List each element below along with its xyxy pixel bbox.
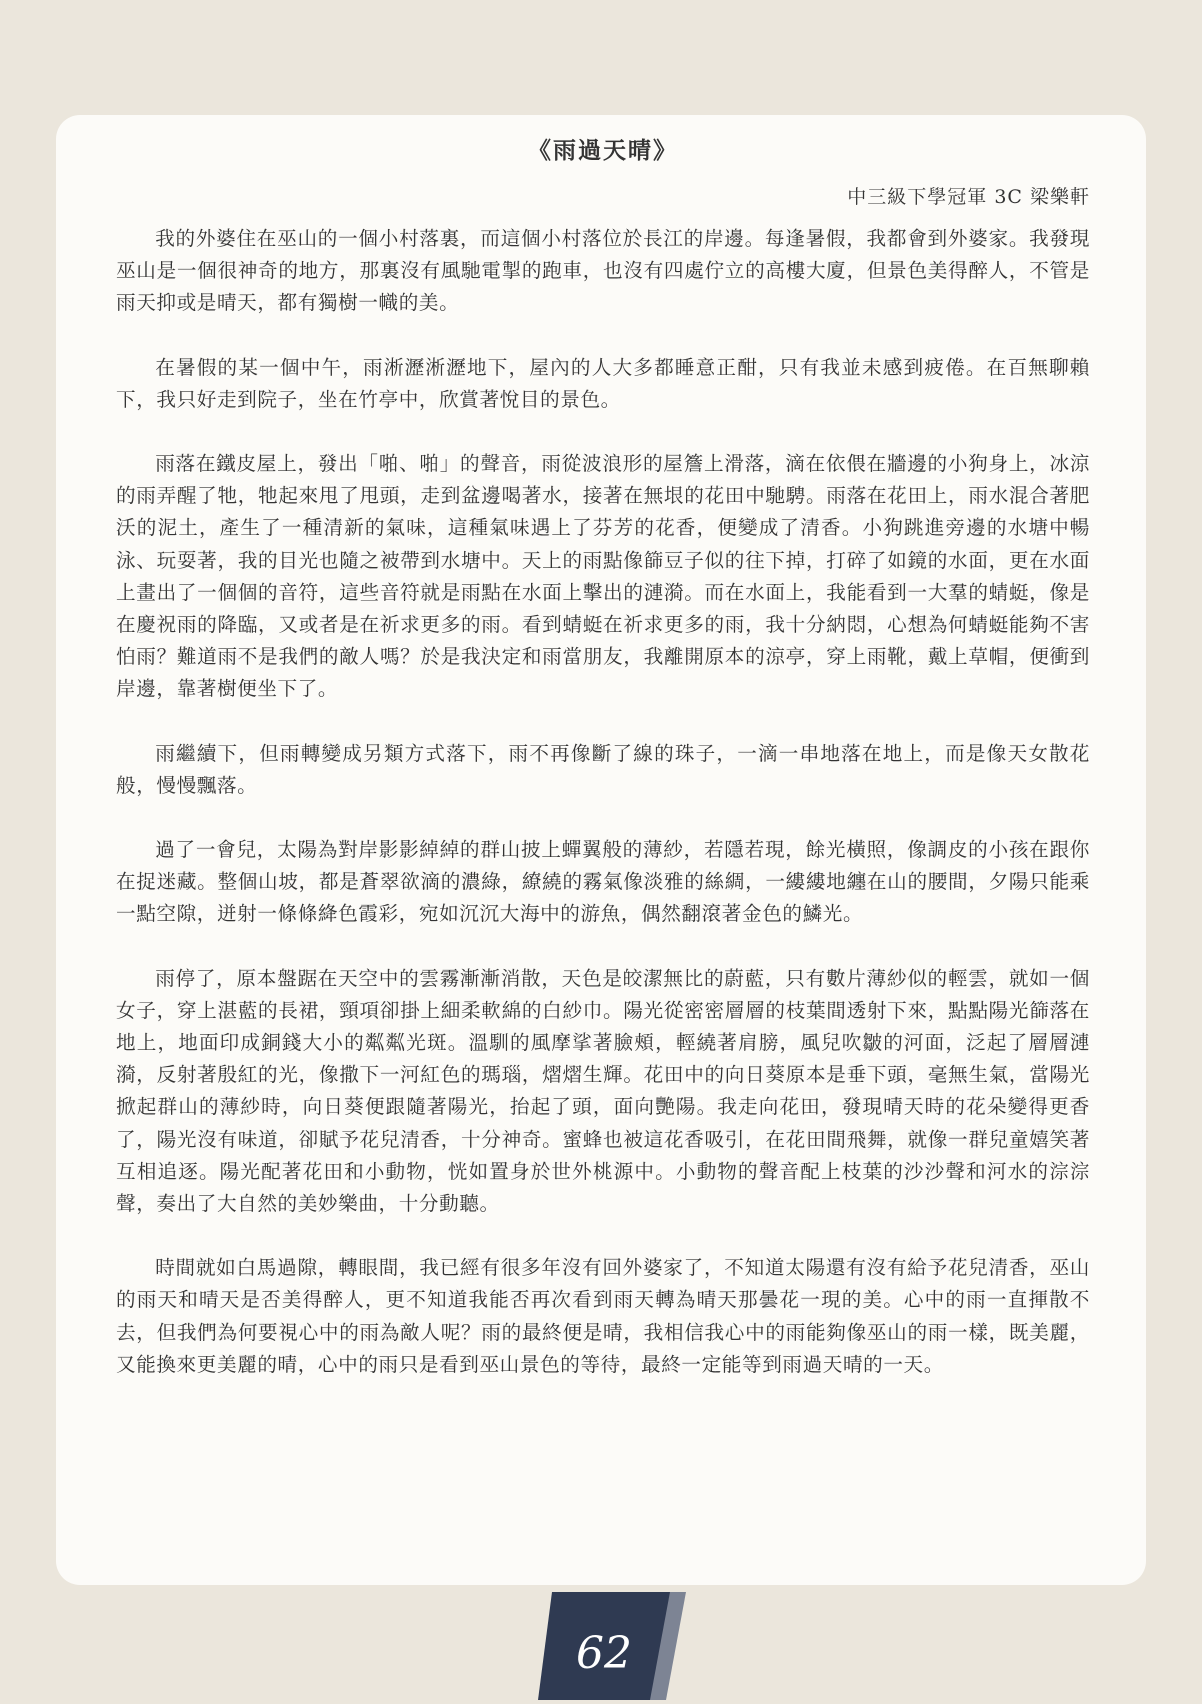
essay-card (56, 115, 1146, 1585)
paragraph-5: 過了一會兒，太陽為對岸影影綽綽的群山披上蟬翼般的薄紗，若隱若現，餘光橫照，像調皮的小孩在跟你在捉迷藏。整個山坡，都是蒼翠欲滴的濃綠，繚繞的霧氣像淡雅的絲綢，一縷縷地纏在山的腰間，夕陽只能乘一點空隙，迸射一條條絳色霞彩，宛如沉沉大海中的游魚，偶然翻滾著金色的鱗光。 (116, 838, 1090, 926)
essay-body (116, 223, 1090, 1381)
paragraph-6: 雨停了，原本盤踞在天空中的雲霧漸漸消散，天色是皎潔無比的蔚藍，只有數片薄紗似的輕雲，就如一個女子，穿上湛藍的長裙，頸項卻掛上細柔軟綿的白紗巾。陽光從密密層層的枝葉間透射下來，點點陽光篩落在地上，地面印成銅錢大小的粼粼光斑。溫馴的風摩挲著臉頰，輕繞著肩膀，風兒吹皺的河面，泛起了層層漣漪，反射著殷紅的光，像撒下一河紅色的瑪瑙，熠熠生輝。花田中的向日葵原本是垂下頭，毫無生氣，當陽光掀起群山的薄紗時，向日葵便跟隨著陽光，抬起了頭，面向艷陽。我走向花田，發現晴天時的花朵變得更香了，陽光沒有味道，卻賦予花兒清香，十分神奇。蜜蜂也被這花香吸引，在花田間飛舞，就像一群兒童嬉笑著互相追逐。陽光配著花田和小動物，恍如置身於世外桃源中。小動物的聲音配上枝葉的沙沙聲和河水的淙淙聲，奏出了大自然的美妙樂曲，十分動聽。 (116, 966, 1090, 1216)
paragraph-1: 我的外婆住在巫山的一個小村落裏，而這個小村落位於長江的岸邊。每逢暑假，我都會到外婆家。我發現巫山是一個很神奇的地方，那裏沒有風馳電掣的跑車，也沒有四處佇立的高樓大廈，但景色美得醉人，不管是雨天抑或是晴天，都有獨樹一幟的美。 (116, 227, 1090, 315)
page-number-badge (538, 1592, 692, 1700)
paragraph-2: 在暑假的某一個中午，雨淅瀝淅瀝地下，屋內的人大多都睡意正酣，只有我並未感到疲倦。在百無聊賴下，我只好走到院子，坐在竹亭中，欣賞著悅目的景色。 (116, 355, 1090, 411)
paragraph-7: 時間就如白馬過隙，轉眼間，我已經有很多年沒有回外婆家了，不知道太陽還有沒有給予花兒清香，巫山的雨天和晴天是否美得醉人，更不知道我能否再次看到雨天轉為晴天那曇花一現的美。心中的雨一直揮散不去，但我們為何要視心中的雨為敵人呢？雨的最終便是晴，我相信我心中的雨能夠像巫山的雨一樣，既美麗，又能換來更美麗的晴，心中的雨只是看到巫山景色的等待，最終一定能等到雨過天晴的一天。 (116, 1256, 1090, 1376)
essay-title: 《雨過天晴》 (528, 137, 678, 164)
page-number-tab (538, 1592, 692, 1700)
page-number: 62 (576, 1628, 632, 1679)
paragraph-4: 雨繼續下，但雨轉變成另類方式落下，雨不再像斷了線的珠子，一滴一串地落在地上，而是像天女散花般，慢慢飄落。 (116, 741, 1090, 797)
paragraph-3: 雨落在鐵皮屋上，發出「啪、啪」的聲音，雨從波浪形的屋簷上滑落，滴在依偎在牆邊的小狗身上，冰涼的雨弄醒了牠，牠起來甩了甩頭，走到盆邊喝著水，接著在無垠的花田中馳騁。雨落在花田上，雨水混合著肥沃的泥土，產生了一種清新的氣味，這種氣味遇上了芬芳的花香，便變成了清香。小狗跳進旁邊的水塘中暢泳、玩耍著，我的目光也隨之被帶到水塘中。天上的雨點像篩豆子似的往下掉，打碎了如鏡的水面，更在水面上畫出了一個個的音符，這些音符就是雨點在水面上擊出的漣漪。而在水面上，我能看到一大羣的蜻蜓，像是在慶祝雨的降臨，又或者是在祈求更多的雨。看到蜻蜓在祈求更多的雨，我十分納悶，心想為何蜻蜓能夠不害怕雨？難道雨不是我們的敵人嗎？於是我決定和雨當朋友，我離開原本的涼亭，穿上雨靴，戴上草帽，便衝到岸邊，靠著樹便坐下了。 (116, 452, 1090, 701)
essay-author: 中三級下學冠軍 3C 梁樂軒 (847, 186, 1090, 208)
